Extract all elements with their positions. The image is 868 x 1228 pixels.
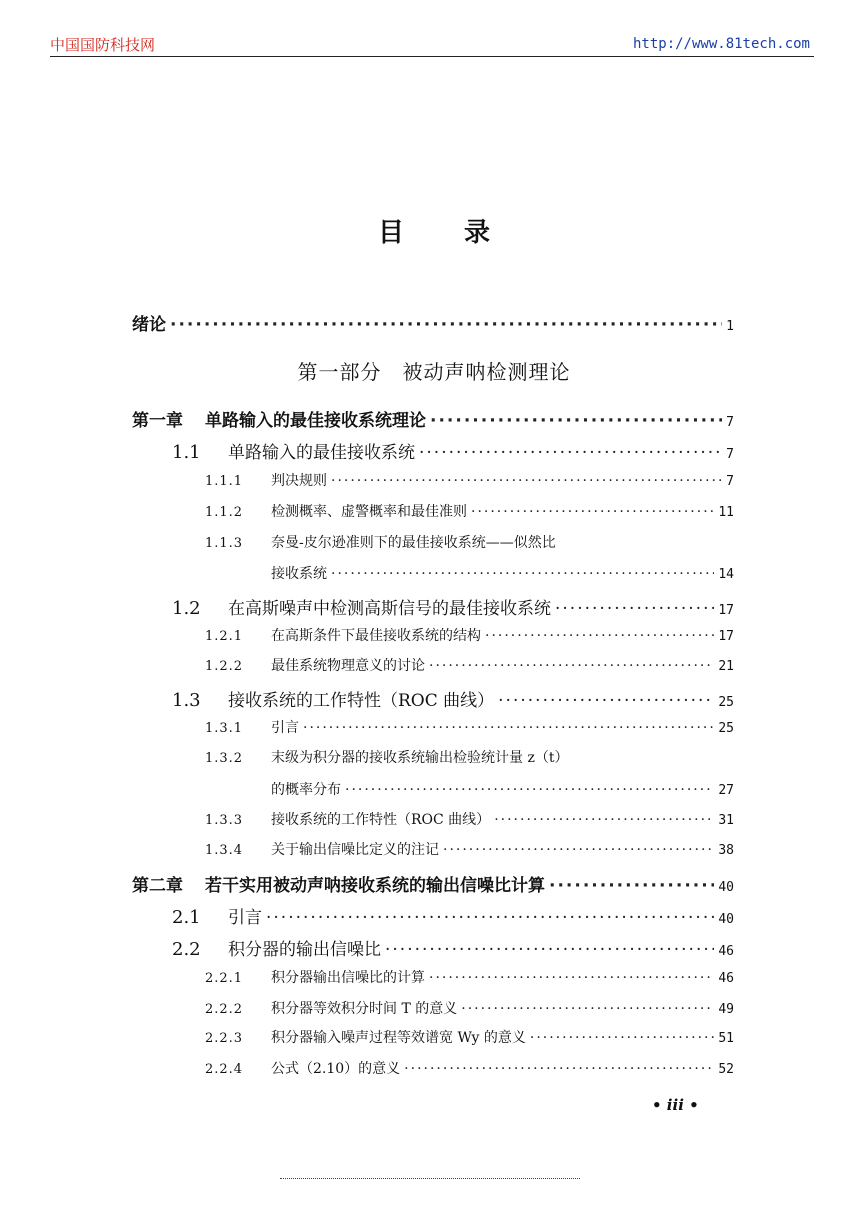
- toc-page-number: 52: [718, 1062, 734, 1077]
- toc-entry[interactable]: [205, 839, 734, 859]
- toc-page-number: 17: [718, 603, 734, 618]
- toc-leader-dots: [443, 842, 714, 858]
- toc-entry[interactable]: [205, 809, 734, 829]
- toc-entry-label: 关于输出信噪比定义的注记: [271, 842, 439, 858]
- toc-entry-title: [205, 839, 439, 859]
- toc-entry[interactable]: [205, 1058, 734, 1078]
- toc-entry-title: [205, 1027, 526, 1047]
- toc-entry[interactable]: [205, 967, 734, 987]
- toc-entry-title: [205, 967, 425, 987]
- toc-leader-dots: [385, 940, 714, 960]
- toc-entry-label: 绪论: [132, 315, 166, 335]
- toc-entry-label: 积分器输出信噪比的计算: [271, 970, 425, 986]
- toc-leader-dots: [498, 691, 714, 711]
- toc-entry[interactable]: [172, 594, 734, 619]
- toc-entry-number: 2.2: [172, 939, 201, 960]
- toc-leader-dots: [530, 1030, 714, 1046]
- toc-leader-dots: [549, 876, 714, 896]
- toc-entry[interactable]: [205, 470, 734, 490]
- toc-entry-number: 第二章: [132, 876, 183, 896]
- toc-entry-title: [132, 406, 426, 431]
- toc-entry-number: 1.1.2: [205, 505, 244, 520]
- toc-page-number: 51: [718, 1031, 734, 1046]
- toc-entry-label: 公式（2.10）的意义: [271, 1061, 401, 1077]
- toc-entry-label: 检测概率、虚警概率和最佳准则: [271, 504, 467, 520]
- toc-entry-number: 1.3.1: [205, 721, 244, 736]
- toc-entry-title: [205, 501, 467, 521]
- site-header-name[interactable]: 中国国防科技网: [50, 36, 156, 54]
- scan-artifact-line: [280, 1178, 580, 1179]
- toc-leader-dots: [429, 970, 714, 986]
- toc-entry-number: 1.3.3: [205, 813, 244, 828]
- toc-leader-dots: [331, 566, 714, 582]
- toc-entry-title: [205, 747, 568, 767]
- toc-entry-title: [172, 438, 415, 463]
- toc-leader-dots: [555, 599, 714, 619]
- site-header-url[interactable]: http://www.81tech.com: [632, 36, 810, 52]
- toc-entry[interactable]: [132, 310, 734, 335]
- toc-page-number: 21: [718, 659, 734, 674]
- toc-entry-label: 接收系统的工作特性（ROC 曲线）: [271, 812, 491, 828]
- toc-entry-label: 在高斯噪声中检测高斯信号的最佳接收系统: [228, 599, 551, 619]
- toc-entry-title: [205, 998, 457, 1018]
- toc-leader-dots: [494, 812, 714, 828]
- toc-entry[interactable]: [172, 686, 734, 711]
- toc-entry[interactable]: [172, 438, 734, 463]
- toc-leader-dots: [404, 1061, 714, 1077]
- toc-page-number: 49: [718, 1002, 734, 1017]
- toc-entry[interactable]: [172, 935, 734, 960]
- toc-entry-title: [172, 594, 551, 619]
- toc-entry[interactable]: [205, 717, 734, 737]
- toc-page-number: 46: [718, 971, 734, 986]
- toc-page-number: 11: [718, 505, 734, 520]
- toc-entry-title: [205, 625, 481, 645]
- toc-leader-dots: [419, 443, 722, 463]
- toc-entry-title: [205, 717, 299, 737]
- toc-entry[interactable]: [205, 998, 734, 1018]
- toc-entry[interactable]: [205, 747, 568, 767]
- toc-entry[interactable]: [205, 532, 556, 552]
- toc-entry-title: [205, 1058, 400, 1078]
- toc-entry-number: 第一章: [132, 411, 183, 431]
- toc-page-number: 40: [718, 880, 734, 895]
- toc-leader-dots: [331, 473, 722, 489]
- toc-entry-label: 积分器等效积分时间 T 的意义: [271, 1001, 458, 1017]
- toc-page-number: 25: [718, 721, 734, 736]
- toc-entry-number: 2.1: [172, 907, 201, 928]
- toc-page-number: 1: [726, 319, 734, 334]
- toc-leader-dots: [429, 658, 714, 674]
- toc-entry-label: 若干实用被动声呐接收系统的输出信噪比计算: [205, 876, 545, 896]
- toc-entry-number: 1.3: [172, 690, 201, 711]
- toc-entry-label-continued: 的概率分布: [271, 782, 341, 798]
- toc-page-number: 7: [726, 415, 734, 430]
- toc-leader-dots: [170, 315, 722, 335]
- toc-entry-label: 积分器的输出信噪比: [228, 940, 381, 960]
- toc-entry-label-continued: 接收系统: [271, 566, 327, 582]
- toc-entry-title: [172, 935, 381, 960]
- toc-entry-number: 1.2: [172, 598, 201, 619]
- toc-entry-title: [205, 809, 490, 829]
- toc-entry-title: [172, 686, 494, 711]
- toc-entry-label: 单路输入的最佳接收系统: [228, 443, 415, 463]
- toc-entry-label: 单路输入的最佳接收系统理论: [205, 411, 426, 431]
- toc-leader-dots: [485, 628, 714, 644]
- toc-entry[interactable]: [132, 871, 734, 896]
- toc-entry-label: 引言: [228, 908, 262, 928]
- toc-entry-title: [132, 310, 166, 335]
- footer-page-number: • iii •: [652, 1096, 699, 1114]
- toc-entry[interactable]: [205, 625, 734, 645]
- header-rule: [50, 56, 814, 57]
- toc-entry-number: 1.1: [172, 442, 201, 463]
- toc-entry-label: 接收系统的工作特性（ROC 曲线）: [228, 691, 495, 711]
- part-heading: 第一部分 被动声呐检测理论: [297, 360, 571, 384]
- toc-page-number: 7: [726, 474, 734, 489]
- toc-entry-label: 末级为积分器的接收系统输出检验统计量 z（t）: [271, 750, 569, 766]
- toc-leader-dots: [345, 782, 714, 798]
- toc-entry-number: 1.2.2: [205, 659, 244, 674]
- toc-entry-number: 2.2.1: [205, 971, 244, 986]
- toc-page-number: 7: [726, 447, 734, 462]
- toc-leader-dots: [461, 1001, 714, 1017]
- toc-leader-dots: [266, 908, 714, 928]
- toc-entry-number: 2.2.4: [205, 1062, 244, 1077]
- toc-entry[interactable]: [205, 501, 734, 521]
- toc-leader-dots: [471, 504, 714, 520]
- toc-page-number: 40: [718, 912, 734, 927]
- toc-entry-number: 1.3.4: [205, 843, 244, 858]
- toc-entry-title: [172, 903, 262, 928]
- toc-page-number: 17: [718, 629, 734, 644]
- toc-page-number: 38: [718, 843, 734, 858]
- toc-entry-continuation[interactable]: [271, 779, 734, 799]
- toc-entry-number: 1.1.3: [205, 536, 244, 551]
- toc-entry-title: [132, 871, 545, 896]
- toc-entry[interactable]: [205, 655, 734, 675]
- toc-page-number: 14: [718, 567, 734, 582]
- toc-page-number: 25: [718, 695, 734, 710]
- toc-entry[interactable]: [132, 406, 734, 431]
- toc-entry-label: 最佳系统物理意义的讨论: [271, 658, 425, 674]
- toc-page-number: 31: [718, 813, 734, 828]
- toc-entry-label: 积分器输入噪声过程等效谱宽 Wy 的意义: [271, 1030, 526, 1046]
- page-title: 目录: [377, 218, 550, 248]
- toc-entry-number: 2.2.2: [205, 1002, 244, 1017]
- toc-entry-label: 在高斯条件下最佳接收系统的结构: [271, 628, 481, 644]
- toc-entry-number: 2.2.3: [205, 1031, 244, 1046]
- toc-leader-dots: [303, 720, 714, 736]
- toc-entry-continuation[interactable]: [271, 563, 734, 583]
- toc-entry-label: 引言: [271, 720, 299, 736]
- toc-entry-title: [205, 655, 425, 675]
- toc-entry-title: [205, 532, 556, 552]
- toc-entry[interactable]: [205, 1027, 734, 1047]
- toc-entry-title: [205, 470, 327, 490]
- toc-page-number: 46: [718, 944, 734, 959]
- toc-entry-number: 1.3.2: [205, 751, 244, 766]
- toc-page-number: 27: [718, 783, 734, 798]
- toc-leader-dots: [430, 411, 722, 431]
- toc-entry[interactable]: [172, 903, 734, 928]
- toc-entry-number: 1.2.1: [205, 629, 244, 644]
- toc-entry-label: 奈曼-皮尔逊准则下的最佳接收系统——似然比: [271, 535, 556, 551]
- toc-entry-label: 判决规则: [271, 473, 327, 489]
- toc-entry-number: 1.1.1: [205, 474, 244, 489]
